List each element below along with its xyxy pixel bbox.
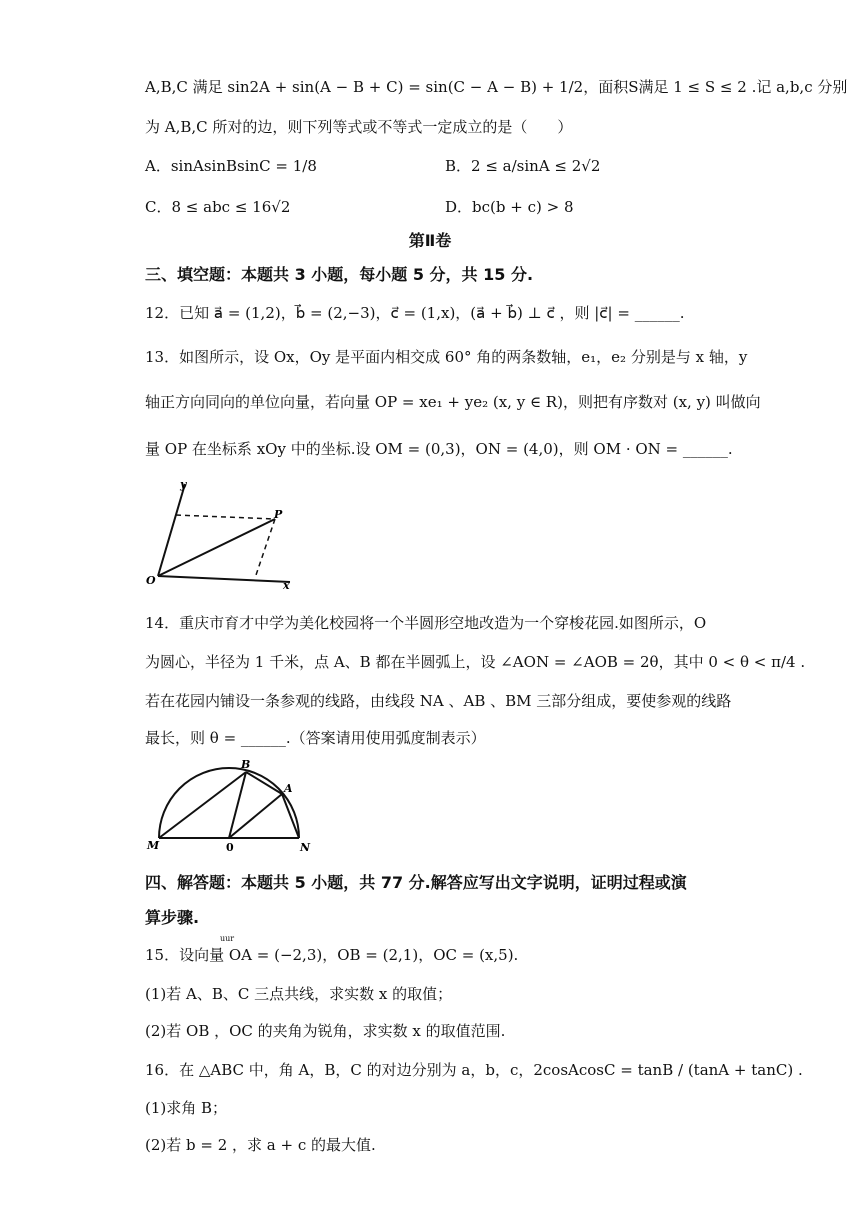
q16-part1: (1)求角 B；: [145, 1099, 228, 1117]
q15-line1: 15．设向量 OA = (−2,3)，OB = (2,1)，OC = (x,5).: [145, 946, 519, 964]
label-b: B: [241, 758, 251, 771]
dashed-line-y: [176, 515, 275, 519]
q14-line4: 最长，则 θ = ______.（答案请用使用弧度制表示）: [145, 729, 486, 747]
figure-13-oblique-axes: [140, 472, 300, 592]
q12-text: 12．已知 a⃗ = (1,2)，b⃗ = (2,−3)，c⃗ = (1,x)，(a⃗ + b⃗) ⊥ c⃗ ，则 |c⃗| = ______.: [145, 304, 685, 322]
label-o: 0: [226, 841, 234, 854]
q13-line1: 13．如图所示，设 Ox，Oy 是平面内相交成 60° 角的两条数轴，e₁，e₂ 分别是与 x 轴，y: [145, 348, 748, 366]
label-a: A: [284, 782, 293, 795]
figure-14-semicircle: [140, 756, 315, 856]
label-y: y: [180, 478, 187, 491]
section3-heading: 三、填空题：本题共 3 小题，每小题 5 分，共 15 分.: [145, 265, 534, 284]
q11-option-a: A．sinAsinBsinC = 1/8: [145, 157, 317, 175]
q11-line2: 为 A,B,C 所对的边，则下列等式或不等式一定成立的是（ ）: [145, 118, 573, 136]
q15-ocr-artifact: uur: [220, 934, 235, 943]
semicircle-arc: [159, 768, 299, 838]
q13-line2: 轴正方向同向的单位向量，若向量 OP = xe₁ + ye₂ (x, y ∈ R)，则把有序数对 (x, y) 叫做向: [145, 393, 761, 411]
segment-ab: [246, 772, 282, 794]
segment-bm: [159, 772, 246, 838]
q13-line3: 量 OP 在坐标系 xOy 中的坐标.设 OM = (0,3)，ON = (4,0)，则 OM · ON = ______.: [145, 440, 733, 458]
q14-line1: 14．重庆市育才中学为美化校园将一个半圆形空地改造为一个穿梭花园.如图所示，O: [145, 614, 707, 632]
label-x: x: [283, 579, 290, 592]
label-o: O: [146, 574, 156, 587]
q11-option-d: D．bc(b + c) > 8: [445, 198, 574, 216]
label-n: N: [300, 841, 311, 854]
part2-title: 第Ⅱ卷: [408, 231, 452, 250]
q11-line1: A,B,C 满足 sin2A + sin(A − B + C) = sin(C − A − B) + 1/2，面积S满足 1 ≤ S ≤ 2 .记 a,b,c 分别: [145, 78, 848, 96]
label-p: P: [274, 508, 283, 521]
q11-option-c: C．8 ≤ abc ≤ 16√2: [145, 198, 291, 216]
q16-line1: 16．在 △ABC 中，角 A，B，C 的对边分别为 a，b，c，2cosAcosC = tanB / (tanA + tanC) .: [145, 1061, 803, 1079]
q14-line2: 为圆心，半径为 1 千米，点 A、B 都在半圆弧上，设 ∠AON = ∠AOB = 2θ，其中 0 < θ < π/4 .: [145, 653, 806, 671]
section4-heading-line2: 算步骤.: [145, 908, 200, 927]
label-m: M: [147, 839, 160, 852]
vector-op-line: [158, 519, 275, 576]
q15-part1: (1)若 A、B、C 三点共线，求实数 x 的取值；: [145, 985, 453, 1003]
q16-part2: (2)若 b = 2 ，求 a + c 的最大值.: [145, 1136, 376, 1154]
segment-oa: [229, 794, 282, 838]
q15-part2: (2)若 OB ，OC 的夹角为锐角，求实数 x 的取值范围.: [145, 1022, 506, 1040]
section4-heading-line1: 四、解答题：本题共 5 小题，共 77 分.解答应写出文字说明，证明过程或演: [145, 873, 687, 892]
q14-line3: 若在花园内铺设一条参观的线路，由线段 NA 、AB 、BM 三部分组成，要使参观的线路: [145, 692, 732, 710]
y-axis-line: [158, 484, 185, 576]
x-axis-line: [158, 576, 290, 582]
q11-option-b: B．2 ≤ a/sinA ≤ 2√2: [445, 157, 601, 175]
